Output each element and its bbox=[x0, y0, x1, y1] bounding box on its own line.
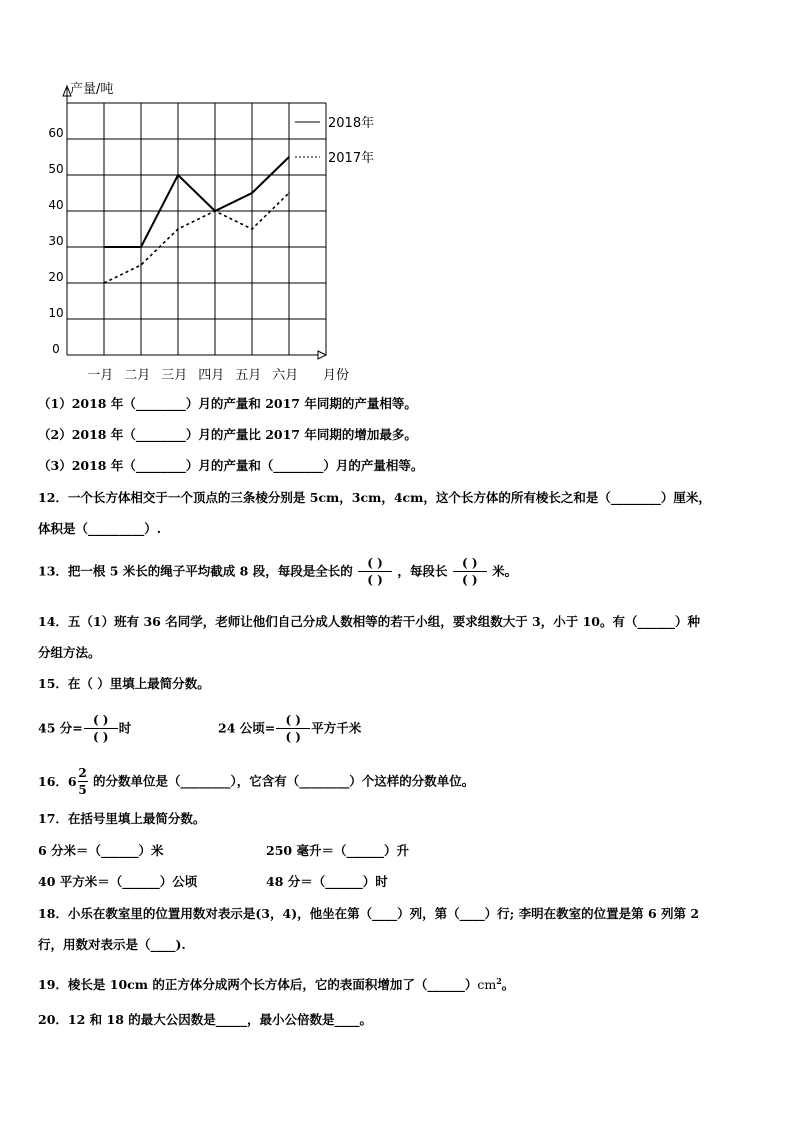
numerator-blank: ( ) bbox=[92, 713, 109, 727]
y-tick-label: 30 bbox=[48, 234, 64, 248]
q15-b-text: 24 公顷= bbox=[218, 720, 276, 736]
y-tick-label: 50 bbox=[48, 162, 64, 176]
denominator-blank: ( ) bbox=[462, 573, 478, 587]
q16-fraction bbox=[78, 765, 88, 798]
y-axis-label: 产量/吨 bbox=[70, 82, 114, 97]
q19-text: 19．棱长是 10cm 的正方体分成两个长方体后，它的表面积增加了（______） bbox=[38, 977, 478, 993]
question-12-line1: 12．一个长方体相交于一个顶点的三条棱分别是 5cm，3cm，4cm，这个长方体的所有棱长之和是（________）厘米， bbox=[38, 490, 711, 505]
question-14-line2: 分组方法。 bbox=[38, 645, 101, 660]
q15-b-fraction bbox=[276, 712, 310, 745]
x-tick-label: 三月 bbox=[161, 368, 188, 383]
y-tick-label: 10 bbox=[48, 306, 64, 320]
question-15: 15．在（ ）里填上最简分数。 bbox=[38, 676, 210, 691]
y-tick-label: 0 bbox=[52, 342, 60, 356]
q15-b-unit: 平方千米 bbox=[311, 720, 362, 736]
x-tick-label: 四月 bbox=[198, 368, 225, 383]
question-12-line2: 体积是（_________）. bbox=[38, 521, 162, 536]
denominator-blank: ( ) bbox=[92, 730, 109, 744]
question-14-line1: 14．五（1）班有 36 名同学，老师让他们自己分成人数相等的若干小组，要求组数大于 3，小于 10。有（______）种 bbox=[38, 614, 700, 629]
x-axis-label: 月份 bbox=[323, 368, 350, 383]
question-17-d: 48 分＝（______）时 bbox=[266, 874, 388, 889]
x-tick-label: 二月 bbox=[124, 368, 151, 383]
data-point-2017年 bbox=[177, 228, 179, 230]
y-tick-labels bbox=[48, 126, 63, 356]
question-11-2: （2）2018 年（________）月的产量比 2017 年同期的增加最多。 bbox=[38, 427, 417, 442]
legend-label-2018: 2018年 bbox=[328, 116, 375, 131]
mixed-number bbox=[38, 765, 89, 798]
question-19 bbox=[38, 973, 514, 993]
q16-whole: 16．6 bbox=[38, 773, 77, 789]
question-18-line2: 行，用数对表示是（____). bbox=[38, 937, 186, 952]
q15-a-unit: 时 bbox=[118, 720, 132, 736]
data-point-2017年 bbox=[251, 228, 253, 230]
q16-text: 的分数单位是（________），它含有（________）个这样的分数单位。 bbox=[92, 773, 475, 789]
x-tick-label: 一月 bbox=[87, 368, 114, 383]
denominator-blank: ( ) bbox=[285, 730, 301, 744]
line-chart bbox=[0, 0, 794, 390]
chart-grid bbox=[67, 103, 326, 355]
series-line-2018年 bbox=[104, 157, 289, 247]
q13-fraction-2 bbox=[453, 555, 487, 588]
question-11-3: （3）2018 年（________）月的产量和（________）月的产量相等。 bbox=[38, 458, 424, 473]
numerator-blank: ( ) bbox=[367, 556, 383, 570]
series-line-2017年 bbox=[104, 193, 289, 283]
question-17-a: 6 分米＝（______）米 bbox=[38, 843, 164, 858]
chart-axes bbox=[63, 86, 326, 359]
q16-denominator: 5 bbox=[78, 783, 87, 797]
question-18-line1: 18．小乐在教室里的位置用数对表示是(3，4)，他坐在第（____）列，第（____）行; 李明在教室的位置是第 6 列第 2 bbox=[38, 906, 700, 921]
denominator-blank: ( ) bbox=[367, 573, 383, 587]
x-tick-label: 六月 bbox=[272, 368, 299, 383]
q19-text-end: 。 bbox=[501, 977, 515, 993]
legend-label-2017: 2017年 bbox=[328, 151, 375, 166]
question-15-b bbox=[218, 712, 361, 745]
numerator-blank: ( ) bbox=[285, 713, 301, 727]
y-tick-label: 60 bbox=[48, 126, 64, 140]
data-point-2017年 bbox=[214, 210, 216, 212]
x-tick-labels bbox=[87, 368, 298, 383]
data-point-2017年 bbox=[288, 192, 290, 194]
question-17: 17．在括号里填上最简分数。 bbox=[38, 811, 206, 826]
data-point-2018年 bbox=[103, 246, 105, 248]
q15-a-text: 45 分= bbox=[38, 720, 83, 736]
question-20: 20．12 和 18 的最大公因数是_____，最小公倍数是____。 bbox=[38, 1012, 372, 1027]
q13-text-c: 米。 bbox=[492, 563, 518, 579]
question-13 bbox=[38, 555, 517, 588]
data-point-2017年 bbox=[140, 264, 142, 266]
data-point-2018年 bbox=[288, 156, 290, 158]
q13-text-a: 13．把一根 5 米长的绳子平均截成 8 段，每段是全长的 bbox=[38, 563, 353, 579]
question-16 bbox=[38, 765, 474, 798]
y-tick-label: 20 bbox=[48, 270, 64, 284]
q13-fraction-1 bbox=[358, 555, 392, 588]
q16-numerator: 2 bbox=[78, 766, 87, 780]
data-point-2018年 bbox=[140, 246, 142, 248]
chart-legend bbox=[295, 115, 374, 166]
y-tick-label: 40 bbox=[48, 198, 64, 212]
data-point-2018年 bbox=[251, 192, 253, 194]
x-tick-label: 五月 bbox=[235, 368, 262, 383]
data-point-2017年 bbox=[103, 282, 105, 284]
question-17-b: 250 毫升＝（______）升 bbox=[266, 843, 409, 858]
q15-a-fraction bbox=[84, 712, 118, 745]
q13-text-b: ，每段长 bbox=[397, 563, 448, 579]
numerator-blank: ( ) bbox=[462, 556, 478, 570]
data-point-2018年 bbox=[177, 174, 179, 176]
x-axis-arrow bbox=[318, 351, 326, 359]
question-15-a bbox=[38, 712, 131, 745]
q19-unit: cm bbox=[477, 977, 497, 993]
question-11-1: （1）2018 年（________）月的产量和 2017 年同期的产量相等。 bbox=[38, 396, 417, 411]
q19-unit-exponent: 2 bbox=[496, 976, 502, 986]
question-17-c: 40 平方米＝（______）公顷 bbox=[38, 874, 198, 889]
